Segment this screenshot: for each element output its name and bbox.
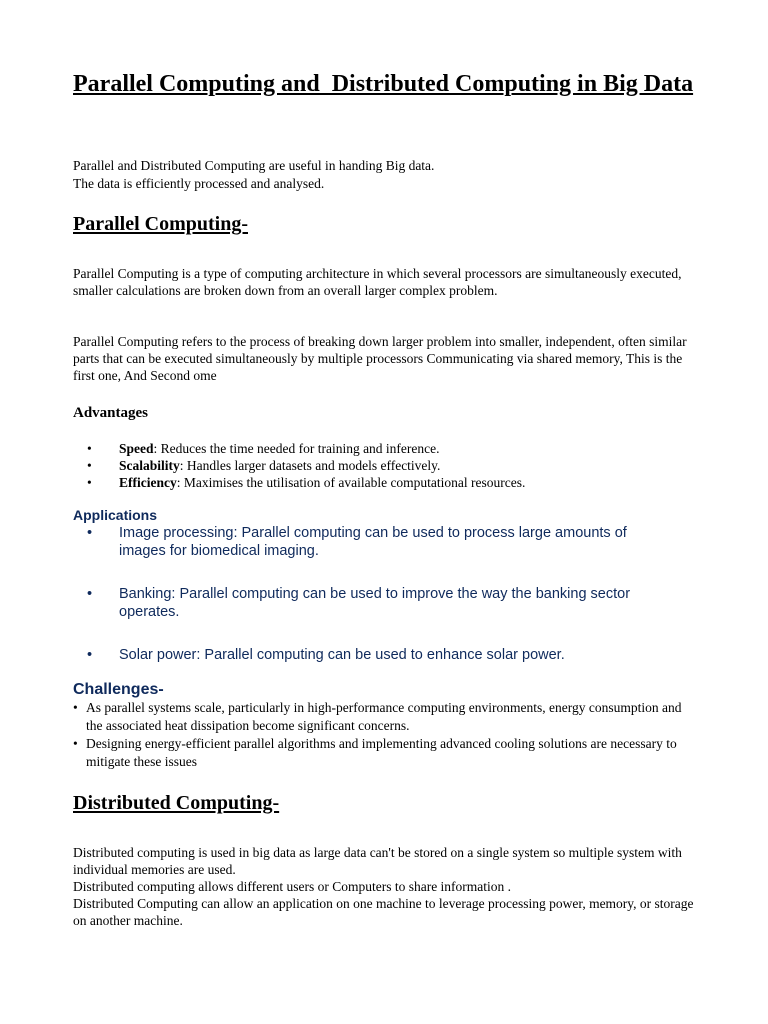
parallel-paragraph-1: Parallel Computing is a type of computing architecture in which several processors are simultaneously executed, smaller calculations are broken down from an overall larger complex problem.	[73, 266, 685, 298]
advantages-heading: Advantages	[73, 405, 149, 421]
bullet-icon: •	[87, 525, 93, 541]
applications-heading: Applications	[73, 507, 158, 523]
advantage-description: : Maximises the utilisation of available computational resources.	[176, 475, 526, 490]
bullet-icon: •	[87, 441, 92, 456]
challenge-text: Designing energy-efficient parallel algorithms and implementing advanced cooling solutions are necessary to mitigate these issues	[86, 736, 677, 769]
application-text: Solar power: Parallel computing can be used to enhance solar power.	[119, 647, 565, 663]
document-title: Parallel Computing and Distributed Computing in Big Data	[73, 71, 694, 97]
advantage-description: : Handles larger datasets and models effectively.	[179, 458, 441, 473]
distributed-paragraph-3: Distributed Computing can allow an application on one machine to leverage processing power, memory, or storage on another machine.	[73, 896, 697, 928]
application-item	[73, 646, 673, 664]
bullet-icon: •	[87, 458, 92, 473]
advantage-description: : Reduces the time needed for training and inference.	[153, 441, 440, 456]
application-text: Image processing: Parallel computing can be used to process large amounts of images for biomedical imaging.	[119, 525, 627, 559]
parallel-paragraph-2: Parallel Computing refers to the process of breaking down larger problem into smaller, independent, often similar parts that can be executed simultaneously by multiple processors Communicating via shared memory, This is the first one, And Second ome	[73, 334, 691, 383]
list-item	[73, 440, 703, 457]
application-text: Banking: Parallel computing can be used to improve the way the banking sector operates.	[119, 586, 631, 620]
advantage-term: Efficiency	[119, 475, 177, 490]
parallel-computing-heading: Parallel Computing-	[73, 213, 248, 235]
challenge-item	[73, 699, 693, 735]
intro-line-1: Parallel and Distributed Computing are useful in handing Big data.	[73, 158, 435, 173]
list-item	[73, 457, 703, 474]
application-item	[73, 524, 673, 560]
bullet-icon: •	[87, 647, 93, 663]
distributed-computing-heading: Distributed Computing-	[73, 792, 280, 814]
challenge-text: As parallel systems scale, particularly in high-performance computing environments, energy consumption and the associated heat dissipation become significant concerns.	[86, 700, 682, 733]
bullet-icon: •	[73, 700, 78, 715]
list-item	[73, 474, 703, 491]
application-item	[73, 585, 673, 621]
challenges-heading: Challenges-	[73, 681, 164, 698]
bullet-icon: •	[73, 736, 78, 751]
distributed-paragraph-2: Distributed computing allows different users or Computers to share information .	[73, 879, 512, 894]
advantages-list	[73, 440, 703, 491]
intro-line-2: The data is efficiently processed and analysed.	[73, 176, 325, 191]
advantage-term: Speed	[119, 441, 154, 456]
advantage-term: Scalability	[119, 458, 180, 473]
challenge-item	[73, 735, 693, 771]
bullet-icon: •	[87, 475, 92, 490]
bullet-icon: •	[87, 586, 93, 602]
distributed-paragraph-1: Distributed computing is used in big data as large data can't be stored on a single system so multiple system with individual memories are used.	[73, 845, 686, 877]
